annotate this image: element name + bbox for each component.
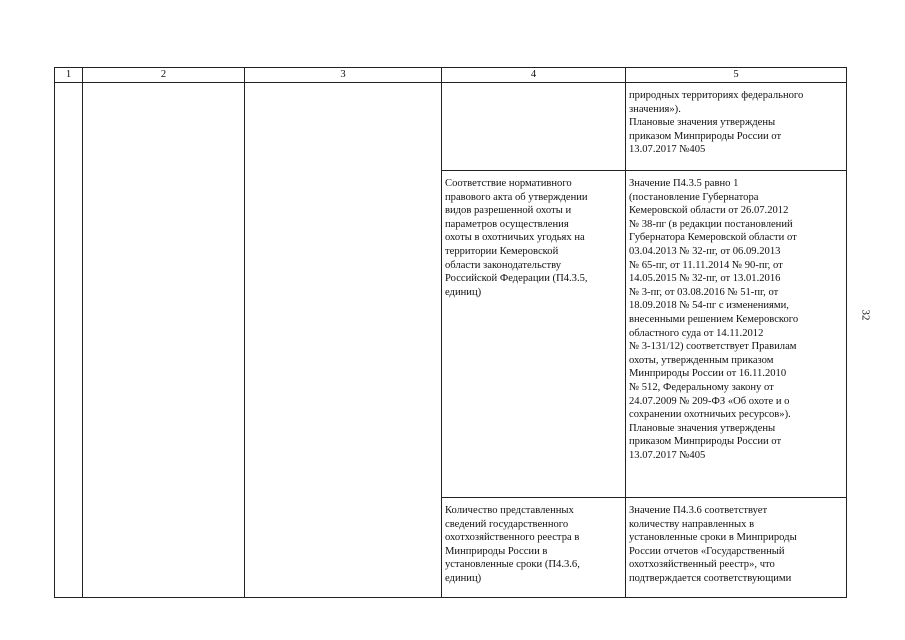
cell-col4 xyxy=(442,498,626,598)
cell-col5 xyxy=(626,83,847,171)
table-row xyxy=(55,83,847,171)
cell-col4 xyxy=(442,83,626,171)
document-table xyxy=(54,67,847,598)
page-number: 32 xyxy=(859,309,872,321)
column-header-4: 4 xyxy=(442,68,626,83)
column-header-1: 1 xyxy=(55,68,83,83)
cell-text: природных территориях федерального значения»). Плановые значения утверждены приказом Минприроды России от 13.07.2017 №405 xyxy=(629,90,804,156)
cell-text: Соответствие нормативного правового акта об утверждении видов разрешенной охоты и параметров осуществления охоты в охотничьих угодьях на территории Кемеровской области законодательству Российской Федерации (П4.3.5, единиц) xyxy=(445,178,588,298)
cell-text: Значение П4.3.5 равно 1 (постановление Губернатора Кемеровской области от 26.07.2012 № 38-пг (в редакции постановлений Губернатора Кемеровской области от 03.04.2013 № 32-пг, от 06.09.2013 № 65-пг, от 11.11.2014 № 90-пг, от 14.05.2015 № 32-пг, от 13.01.2016 № 3-пг, от 03.08.2016 № 51-пг, от 18.09.2018 № 54-пг с изменениями, внесенными решением Кемеровского областного суда от 14.11.2012 № 3-131/12) соответствует Правилам охоты, утвержденным приказом Минприроды России от 16.11.2010 № 512, Федеральному закону от 24.07.2009 № 209-ФЗ «Об охоте и о сохранении охотничьих ресурсов»). Плановые значения утверждены приказом Минприроды России от 13.07.2017 №405 xyxy=(629,178,799,461)
cell-col1 xyxy=(55,83,83,598)
column-header-2: 2 xyxy=(83,68,245,83)
column-header-3: 3 xyxy=(245,68,442,83)
cell-col3 xyxy=(245,83,442,598)
cell-col2 xyxy=(83,83,245,598)
column-header-5: 5 xyxy=(626,68,847,83)
cell-col5 xyxy=(626,171,847,498)
cell-col4 xyxy=(442,171,626,498)
cell-text: Значение П4.3.6 соответствует количеству направленных в установленные сроки в Минприроды России отчетов «Государственный охотхозяйственный реестр», что подтверждается соответствующими xyxy=(629,505,797,584)
cell-text: Количество представленных сведений государственного охотхозяйственного реестра в Минприроды России в установленные сроки (П4.3.6, единиц) xyxy=(445,505,580,584)
cell-col5 xyxy=(626,498,847,598)
table-header-row xyxy=(55,68,847,83)
